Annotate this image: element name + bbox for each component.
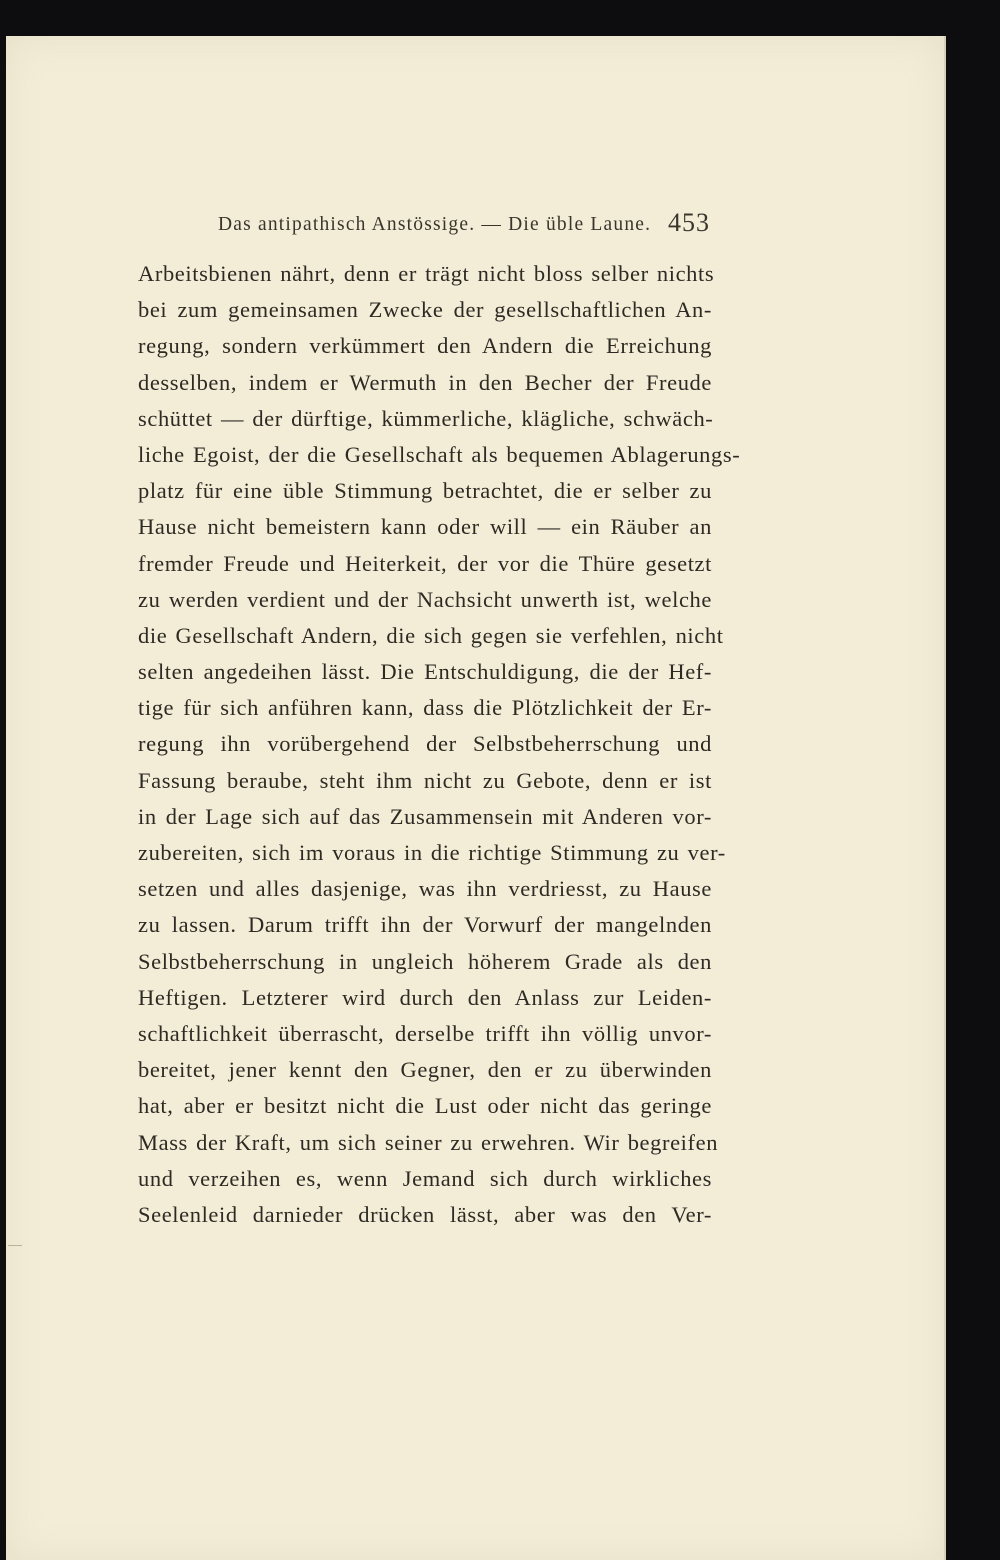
text-line: liche Egoist, der die Gesellschaft als bequemen Ablagerungs- bbox=[138, 441, 741, 467]
running-head: Das antipathisch Anstössige. — Die üble Laune. bbox=[218, 214, 652, 235]
page-number: 453 bbox=[668, 208, 710, 237]
text-line: Seelenleid darnieder drücken lässt, aber was den Ver- bbox=[138, 1201, 712, 1227]
text-line: zu werden verdient und der Nachsicht unwerth ist, welche bbox=[138, 586, 712, 612]
text-line: hat, aber er besitzt nicht die Lust oder nicht das geringe bbox=[138, 1093, 712, 1119]
text-line: desselben, indem er Wermuth in den Becher der Freude bbox=[138, 369, 712, 395]
text-line: Arbeitsbienen nährt, denn er trägt nicht bloss selber nichts bbox=[138, 261, 715, 286]
text-line: schüttet — der dürftige, kümmerliche, klägliche, schwäch- bbox=[138, 405, 714, 431]
text-line: zu lassen. Darum trifft ihn der Vorwurf der mangelnden bbox=[138, 912, 712, 938]
text-line: platz für eine üble Stimmung betrachtet, die er selber zu bbox=[138, 478, 712, 504]
text-line: Hause nicht bemeistern kann oder will — ein Räuber an bbox=[138, 514, 712, 540]
text-line: regung ihn vorübergehend der Selbstbeherrschung und bbox=[138, 731, 712, 757]
text-line: Heftigen. Letzterer wird durch den Anlass zur Leiden- bbox=[138, 984, 712, 1010]
page-edge bbox=[944, 36, 946, 1560]
text-line: bei zum gemeinsamen Zwecke der gesellschaftlichen An- bbox=[138, 297, 712, 323]
body-text bbox=[138, 256, 741, 1233]
text-line: Mass der Kraft, um sich seiner zu erwehren. Wir begreifen bbox=[138, 1129, 719, 1155]
text-line: schaftlichkeit überrascht, derselbe trifft ihn völlig unvor- bbox=[138, 1020, 712, 1046]
text-line: Fassung beraube, steht ihm nicht zu Gebote, denn er ist bbox=[138, 767, 712, 793]
page-header bbox=[218, 196, 710, 236]
text-line: die Gesellschaft Andern, die sich gegen sie verfehlen, nicht bbox=[138, 622, 724, 648]
text-line: Selbstbeherrschung in ungleich höherem Grade als den bbox=[138, 948, 712, 974]
text-line: und verzeihen es, wenn Jemand sich durch wirkliches bbox=[138, 1165, 712, 1191]
text-line: in der Lage sich auf das Zusammensein mit Anderen vor- bbox=[138, 803, 712, 829]
text-line: regung, sondern verkümmert den Andern die Erreichung bbox=[138, 333, 712, 359]
text-line: fremder Freude und Heiterkeit, der vor die Thüre gesetzt bbox=[138, 550, 712, 576]
text-line: bereitet, jener kennt den Gegner, den er zu überwinden bbox=[138, 1057, 712, 1083]
text-line: tige für sich anführen kann, dass die Plötzlichkeit der Er- bbox=[138, 695, 712, 721]
text-line: zubereiten, sich im voraus in die richtige Stimmung zu ver- bbox=[138, 840, 726, 865]
text-line: setzen und alles dasjenige, was ihn verdriesst, zu Hause bbox=[138, 876, 712, 902]
text-line: selten angedeihen lässt. Die Entschuldigung, die der Hef- bbox=[138, 659, 712, 685]
margin-mark bbox=[8, 1245, 22, 1246]
